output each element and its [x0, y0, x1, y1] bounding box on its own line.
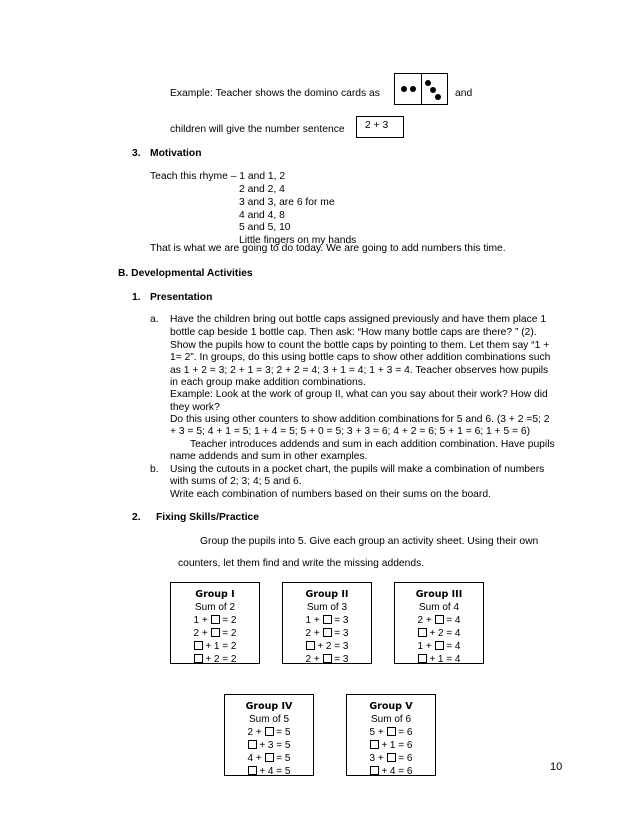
item-b-label: b.	[150, 464, 159, 475]
blank-box[interactable]	[435, 615, 444, 624]
blank-box[interactable]	[194, 654, 203, 663]
domino-dot	[435, 94, 441, 100]
equation: + 4 = 6	[347, 765, 435, 778]
domino-dot	[425, 80, 431, 86]
equation: + 1 = 4	[395, 653, 483, 666]
equation: 2 + = 5	[247, 727, 291, 738]
item-a-line: Show the pupils how to count the bottle caps by pointing to them. Let them say “1 +	[170, 340, 550, 351]
domino-dot	[430, 87, 436, 93]
domino-dot	[401, 86, 407, 92]
example-text: Example: Teacher shows the domino cards as	[170, 88, 380, 99]
blank-box[interactable]	[306, 641, 315, 650]
item-a-line: Example: Look at the work of group II, what can you say about their work? How did	[170, 389, 548, 400]
group-title: Group III	[415, 589, 463, 600]
group-title: Group I	[195, 589, 235, 600]
blank-box[interactable]	[265, 753, 274, 762]
number-sentence: 2 + 3	[365, 120, 389, 131]
equation: + 1 = 6	[347, 739, 435, 752]
blank-box[interactable]	[387, 753, 396, 762]
blank-box[interactable]	[248, 740, 257, 749]
item-a-line: as 1 + 2 = 3; 2 + 1 = 3; 2 + 2 = 4; 3 + 1 = 4; 1 + 3 = 4. Teacher observes how pupils	[170, 365, 549, 376]
equation: 4 + = 5	[247, 753, 291, 764]
blank-box[interactable]	[323, 628, 332, 637]
blank-box[interactable]	[435, 641, 444, 650]
equation: 1 + = 3	[305, 615, 349, 626]
equation: + 2 = 4	[395, 627, 483, 640]
group-title: Group IV	[245, 701, 293, 712]
motivation-closing: That is what we are going to do today. We are going to add numbers this time.	[150, 243, 506, 254]
group-title: Group V	[369, 701, 413, 712]
blank-box[interactable]	[323, 654, 332, 663]
equation: 3 + = 6	[369, 753, 413, 764]
blank-box[interactable]	[211, 615, 220, 624]
equation: + 1 = 2	[171, 640, 259, 653]
page-number: 10	[550, 761, 563, 773]
motivation-heading: Motivation	[150, 148, 202, 159]
blank-box[interactable]	[323, 615, 332, 624]
fixing-number: 2.	[132, 512, 141, 523]
item-a-line: 1= 2”. In groups, do this using bottle caps to show other addition combinations such	[170, 352, 551, 363]
item-a-line: they work?	[170, 402, 220, 413]
number-sentence-box	[356, 116, 404, 138]
group-sum: Sum of 5	[248, 714, 290, 725]
item-a-line: Teacher introduces addends and sum in each addition combination. Have pupils	[190, 439, 555, 450]
blank-box[interactable]	[194, 641, 203, 650]
item-a-line: Have the children bring out bottle caps assigned previously and have them place 1	[170, 314, 547, 325]
section-b-heading: B. Developmental Activities	[118, 268, 253, 279]
item-a-line: Do this using other counters to show addition combinations for 5 and 6. (3 + 2 =5; 2	[170, 414, 550, 425]
presentation-heading: Presentation	[150, 292, 213, 303]
rhyme-line: Little fingers on my hands	[239, 235, 357, 246]
group-sum: Sum of 4	[418, 602, 460, 613]
presentation-number: 1.	[132, 292, 141, 303]
item-a-line: + 3 = 5; 4 + 1 = 5; 1 + 4 = 5; 5 + 0 = 5; 3 + 3 = 6; 4 + 2 = 6; 5 + 1 = 6; 1 + 5 = 6)	[170, 426, 531, 437]
domino-divider	[421, 74, 422, 104]
equation: 1 + = 4	[417, 641, 461, 652]
motivation-number: 3.	[132, 148, 141, 159]
blank-box[interactable]	[418, 654, 427, 663]
equation: 2 + = 4	[417, 615, 461, 626]
blank-box[interactable]	[265, 727, 274, 736]
fixing-heading: Fixing Skills/Practice	[156, 512, 260, 523]
item-a-line: bottle cap beside 1 bottle cap. Then ask: “How many bottle caps are there? ” (2).	[170, 327, 537, 338]
rhyme-line: 5 and 5, 10	[239, 222, 291, 233]
equation: 5 + = 6	[369, 727, 413, 738]
equation: + 4 = 5	[225, 765, 313, 778]
equation: 1 + = 2	[193, 615, 237, 626]
equation: + 2 = 2	[171, 653, 259, 666]
domino-dot	[410, 86, 416, 92]
equation: 2 + = 2	[193, 628, 237, 639]
rhyme-lead: Teach this rhyme – 1 and 1, 2	[150, 171, 286, 182]
equation: 2 + = 3	[305, 654, 349, 665]
item-a-label: a.	[150, 314, 159, 325]
fixing-line: Group the pupils into 5. Give each group an activity sheet. Using their own	[200, 536, 539, 547]
group-box	[224, 694, 314, 776]
group-sum: Sum of 2	[194, 602, 236, 613]
item-a-line: in each group make addition combinations.	[170, 377, 366, 388]
item-b-line: Using the cutouts in a pocket chart, the pupils will make a combination of numbers	[170, 464, 545, 475]
blank-box[interactable]	[418, 628, 427, 637]
blank-box[interactable]	[370, 740, 379, 749]
item-b-line: with sums of 2; 3; 4; 5 and 6.	[170, 476, 302, 487]
example-and: and	[455, 88, 473, 99]
blank-box[interactable]	[387, 727, 396, 736]
equation: 2 + = 3	[305, 628, 349, 639]
group-box	[282, 582, 372, 664]
group-box	[346, 694, 436, 776]
rhyme-line: 2 and 2, 4	[239, 184, 285, 195]
rhyme-line: 4 and 4, 8	[239, 210, 285, 221]
group-box	[394, 582, 484, 664]
blank-box[interactable]	[248, 766, 257, 775]
blank-box[interactable]	[370, 766, 379, 775]
equation: + 3 = 5	[225, 739, 313, 752]
item-a-line: name addends and sum in other examples.	[170, 451, 368, 462]
example-line2: children will give the number sentence	[170, 124, 345, 135]
group-box	[170, 582, 260, 664]
blank-box[interactable]	[211, 628, 220, 637]
item-b-line: Write each combination of numbers based on their sums on the board.	[170, 489, 491, 500]
domino-card	[394, 73, 448, 105]
group-title: Group II	[305, 589, 349, 600]
group-sum: Sum of 6	[370, 714, 412, 725]
group-sum: Sum of 3	[306, 602, 348, 613]
equation: + 2 = 3	[283, 640, 371, 653]
fixing-line: counters, let them find and write the missing addends.	[178, 558, 425, 569]
rhyme-line: 3 and 3, are 6 for me	[239, 197, 335, 208]
